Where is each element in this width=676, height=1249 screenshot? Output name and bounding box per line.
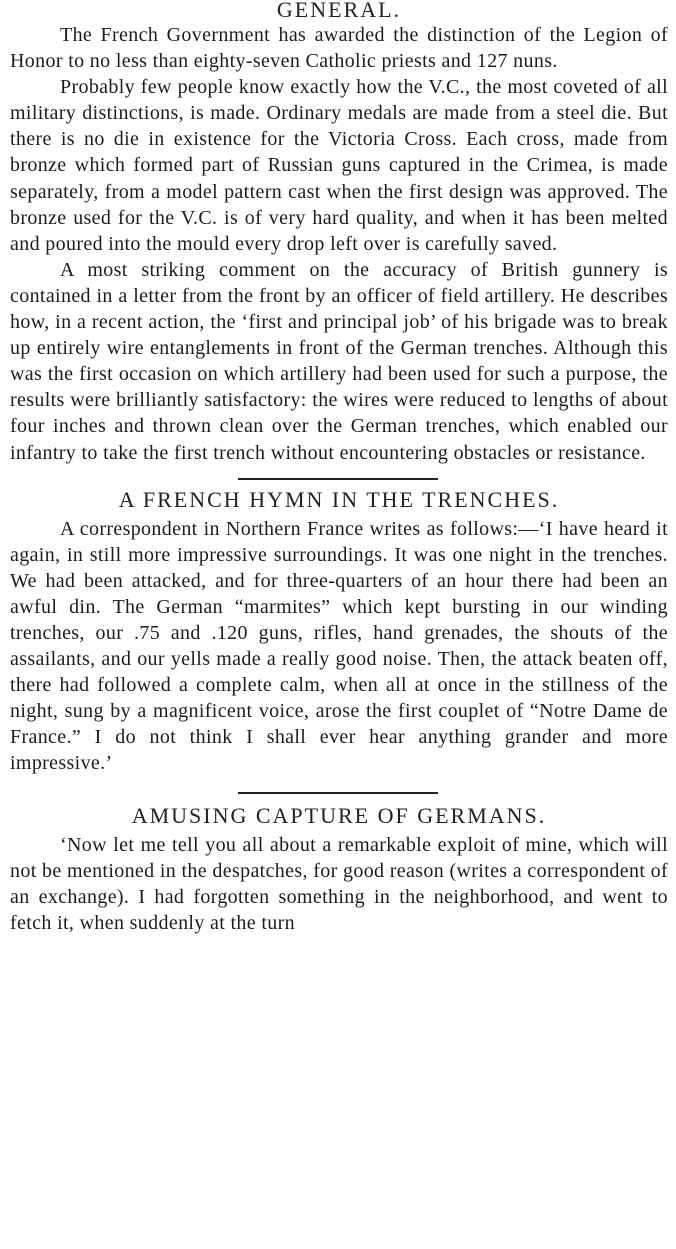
general-paragraph-3: A most striking comment on the accuracy of British gunnery is contained in a letter from the front by an officer of field artillery. He describes how, in a recent action, the ‘first and principal job’ of his brigade was to break up entirely wire entanglements in front of the German trenches. Although this was the first occasion on which artillery had been used for such a purpose, the results were brilliantly satisfactory: the wires were reduced to lengths of about four inches and thrown clean over the German trenches, which enabled our infantry to take the first trench without encountering obstacles or resistance. (10, 258, 668, 464)
general-heading: GENERAL. (276, 0, 402, 22)
general-paragraph-2: Probably few people know exactly how the V.C., the most coveted of all military distinctions, is made. Ordinary medals are made from a steel die. But there is no die in existence for the Victoria Cross. Each cross, made from bronze which formed part of Russian guns captured in the Crimea, is made separately, from a model pattern cast when the first design was approved. The bronze used for the V.C. is of very hard quality, and when it has been melted and poured into the mould every drop left over is carefully saved. (10, 76, 668, 255)
amusing-capture-heading: AMUSING CAPTURE OF GERMANS. (131, 802, 547, 828)
french-hymn-heading: A FRENCH HYMN IN THE TRENCHES. (118, 486, 560, 512)
general-paragraph-1: The French Government has awarded the distinction of the Legion of Honor to no less than eighty-seven Catholic priests and 127 nuns. (10, 24, 668, 73)
general-section (0, 0, 676, 466)
amusing-capture-paragraph-1: ‘Now let me tell you all about a remarkable exploit of mine, which will not be mentioned in the despatches, for good reason (writes a correspondent of an exchange). I had forgotten something in the neighborhood, and went to fetch it, when suddenly at the turn (10, 833, 668, 934)
section-divider (238, 478, 438, 480)
amusing-capture-section (0, 804, 676, 936)
french-hymn-section (0, 488, 676, 777)
french-hymn-paragraph-1: A correspondent in Northern France writes as follows:—‘I have heard it again, in still more impressive surroundings. It was one night in the trenches. We had been attacked, and for three-quarters of an hour there had been an awful din. The German “marmites” which kept bursting in our winding trenches, our .75 and .120 guns, rifles, hand grenades, the shouts of the assailants, and our yells made a really good noise. Then, the attack beaten off, there had followed a complete calm, when all at once in the stillness of the night, sung by a magnificent voice, arose the first couplet of “Notre Dame de France.” I do not think I shall ever hear anything grander and more impressive.’ (10, 517, 668, 775)
section-divider (238, 792, 438, 794)
